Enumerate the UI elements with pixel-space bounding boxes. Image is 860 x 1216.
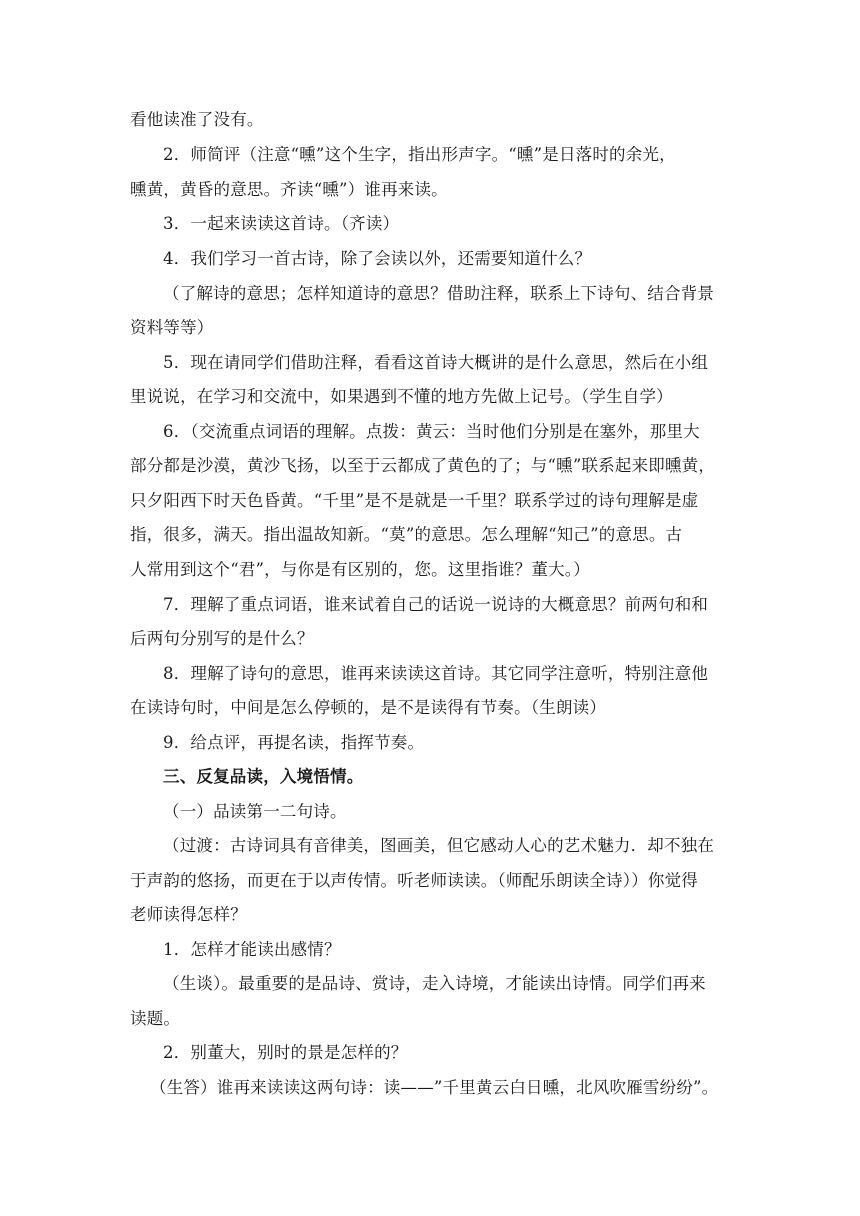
text-line: 7．理解了重点词语，谁来试着自己的话说一说诗的大概意思？前两句和和 (163, 595, 709, 614)
text-line: 在读诗句时，中间是怎么停顿的，是不是读得有节奏。（生朗读） (130, 698, 607, 717)
text-line: 于声韵的悠扬，而更在于以声传情。听老师读读。（师配乐朗读全诗））你觉得 (130, 871, 698, 890)
text-line: 指，很多，满天。指出温故知新。“莫”的意思。怎么理解“知己”的意思。古 (130, 525, 683, 544)
text-line: 6．（交流重点词语的理解。点拨：黄云：当时他们分别是在塞外，那里大 (163, 422, 700, 441)
text-line: 看他读准了没有。 (130, 110, 264, 129)
text-line: 2．师简评（注意“曛”这个生字，指出形声字。“曛”是日落时的余光， (163, 145, 676, 164)
text-line: （生答）谁再来读读这两句诗：读——”千里黄云白日曛，北风吹雁雪纷纷”。 (150, 1078, 719, 1097)
text-line: 3．一起来读读这首诗。（齐读） (163, 214, 400, 233)
text-line: 9．给点评，再提名读，指挥节奏。 (163, 733, 425, 752)
text-line: 2．别董大，别时的景是怎样的？ (163, 1043, 408, 1062)
text-line: 4．我们学习一首古诗，除了会读以外，还需要知道什么？ (163, 249, 592, 268)
text-line: 部分都是沙漠，黄沙飞扬，以至于云都成了黄色的了；与“曛”联系起来即曛黄， (130, 456, 716, 475)
text-line: 读题。 (130, 1009, 181, 1028)
text-line: 老师读得怎样？ (130, 905, 247, 924)
section-heading: 三、反复品读，入境悟情。 (163, 767, 364, 786)
text-line: 5．现在请同学们借助注释，看看这首诗大概讲的是什么意思，然后在小组 (163, 353, 709, 372)
text-line: （了解诗的意思；怎样知道诗的意思？借助注释，联系上下诗句、结合背景 (163, 284, 715, 303)
text-line: 8．理解了诗句的意思，谁再来读读这首诗。其它同学注意听，特别注意他 (163, 664, 709, 683)
text-line: 资料等等） (130, 318, 214, 337)
text-line: 曛黄，黄昏的意思。齐读“曛”）谁再来读。 (130, 180, 448, 199)
text-line: 人常用到这个“君”，与你是有区别的，您。这里指谁？董大。） (130, 560, 590, 579)
text-line: （过渡：古诗词具有音律美，图画美，但它感动人心的艺术魅力．却不独在 (163, 836, 715, 855)
text-line: 只夕阳西下时天色昏黄。“千里”是不是就是一千里？联系学过的诗句理解是虚 (130, 491, 699, 510)
subsection-heading: （一）品读第一二句诗。 (163, 802, 347, 821)
text-line: 1．怎样才能读出感情？ (163, 940, 341, 959)
text-line: 后两句分别写的是什么？ (130, 629, 314, 648)
text-line: 里说说，在学习和交流中，如果遇到不懂的地方先做上记号。（学生自学） (130, 387, 673, 406)
text-line: （生谈）。最重要的是品诗、赏诗，走入诗境，才能读出诗情。同学们再来 (163, 974, 706, 993)
